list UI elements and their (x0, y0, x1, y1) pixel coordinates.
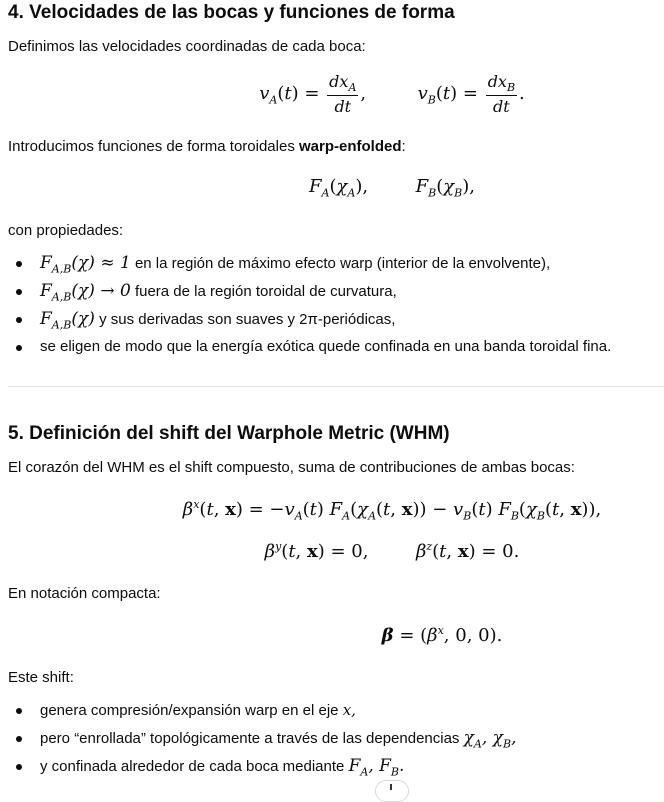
shape-functions-intro: Introducimos funciones de forma toroidales warp-enfolded: (8, 138, 406, 155)
properties-list (0, 249, 664, 361)
scroll-down-button[interactable] (375, 780, 409, 802)
list-item: genera compresión/expansión warp en el eje x, (0, 696, 664, 724)
shift-list (0, 696, 664, 780)
section-5-intro: El corazón del WHM es el shift compuesto, suma de contribuciones de ambas bocas: (8, 459, 575, 476)
section-5-heading: 5. Definición del shift del Warphole Metric (WHM) (8, 423, 450, 444)
list-item: y confinada alrededor de cada boca mediante $F_A$, $F_B$. (0, 752, 664, 780)
section-divider (8, 386, 664, 387)
equation-compact: $\beta = (\beta^x$, 0, 0). (381, 624, 503, 646)
list-item: $F_{A,B}(\chi) \approx 1$ en la región de máximo efecto warp (interior de la envolvente), (0, 249, 664, 277)
compact-notation-intro: En notación compacta: (8, 585, 161, 602)
arrow-down-icon (390, 784, 392, 790)
equation-shape-functions: $F_A(\chi_A)$, $F_B(\chi_B)$, (309, 176, 475, 200)
equation-shift-x: $\beta^x(t$, $x) = -v_A(t)$ $F_A(\chi_A(t$, $x)) - v_B(t)$ $F_B(\chi_B(t$, x)), (182, 498, 602, 523)
list-item: pero “enrollada” topológicamente a través de las dependencias $\chi_A$, $\chi_B$, (0, 724, 664, 752)
properties-intro: con propiedades: (8, 222, 124, 239)
section-4-intro: Definimos las velocidades coordinadas de cada boca: (8, 38, 366, 55)
shift-intro: Este shift: (8, 669, 74, 686)
list-item: $F_{A,B}(\chi) \to 0$ fuera de la región toroidal de curvatura, (0, 277, 664, 305)
list-item: $F_{A,B}(\chi)$ y sus derivadas son suaves y 2π-periódicas, (0, 305, 664, 333)
warp-enfolded-term: warp-enfolded (298, 138, 402, 155)
section-4-heading: 4. Velocidades de las bocas y funciones de forma (8, 2, 455, 23)
equation-shift-yz: $\beta^y(t$, x) = 0, $\beta^z(t$, x) = 0. (264, 540, 520, 562)
list-item: se eligen de modo que la energía exótica quede confinada en una banda toroidal fina. (0, 333, 664, 361)
equation-velocities: $v_A(t)$ = $\frac{dx_A}{dt}$ , $v_B(t)$ = $\frac{dx_B}{dt}$ . (259, 72, 525, 117)
